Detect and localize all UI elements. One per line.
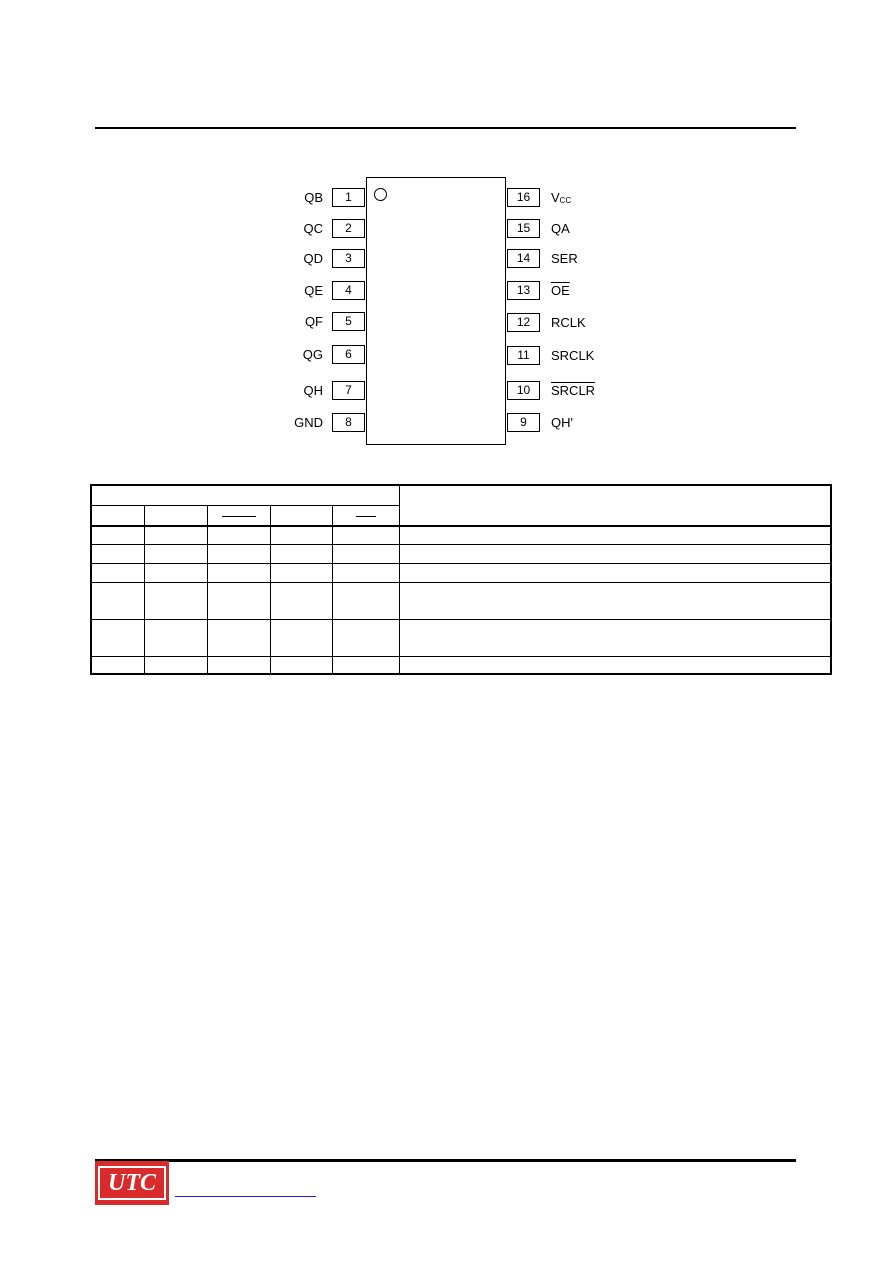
pin-label: QG <box>302 347 323 362</box>
pin-label: SRCLK <box>551 348 595 363</box>
pin-number: 9 <box>507 413 540 432</box>
pin-label: QE <box>304 283 323 298</box>
inputs-header-cell <box>91 485 399 505</box>
pin-label: QA <box>551 221 570 236</box>
pin-number: 3 <box>332 249 365 268</box>
table-row <box>91 526 831 544</box>
header-rule <box>95 127 796 129</box>
pin-number: 11 <box>507 346 540 365</box>
pin-label: QC <box>303 221 323 236</box>
function-table <box>90 484 832 675</box>
pin-number: 10 <box>507 381 540 400</box>
function-header-cell <box>399 485 831 526</box>
table-header-row <box>91 485 831 505</box>
pin1-indicator-icon <box>374 188 387 201</box>
pin-number: 15 <box>507 219 540 238</box>
header-cell-overline <box>207 505 270 526</box>
utc-logo: UTC <box>95 1161 169 1205</box>
header-cell <box>270 505 332 526</box>
pin-number: 16 <box>507 188 540 207</box>
pin-number: 6 <box>332 345 365 364</box>
pin-label: QH' <box>551 415 573 430</box>
pin-label-srclr: SRCLR <box>551 383 596 398</box>
pin-label: RCLK <box>551 315 586 330</box>
table-row <box>91 563 831 582</box>
table-row <box>91 544 831 563</box>
pin-number: 1 <box>332 188 365 207</box>
header-cell <box>91 505 144 526</box>
pin-label: QF <box>304 314 323 329</box>
pin-number: 13 <box>507 281 540 300</box>
pin-number: 5 <box>332 312 365 331</box>
pin-label: SER <box>551 251 578 266</box>
pin-number: 8 <box>332 413 365 432</box>
overline-mark <box>222 516 256 517</box>
header-cell-overline <box>332 505 399 526</box>
table-row <box>91 656 831 674</box>
pin-number: 2 <box>332 219 365 238</box>
overline-mark <box>356 516 376 517</box>
pin-label: QH <box>303 383 323 398</box>
header-cell <box>144 505 207 526</box>
pin-label-oe: $\overline{OE}$ <box>551 283 570 298</box>
table-row <box>91 619 831 656</box>
pin-number: 4 <box>332 281 365 300</box>
pin-label: QB <box>304 190 323 205</box>
pin-number: 14 <box>507 249 540 268</box>
table-row <box>91 582 831 619</box>
pin-label: QD <box>303 251 323 266</box>
footer-rule <box>95 1159 796 1162</box>
website-link-underline[interactable] <box>175 1196 316 1197</box>
chip-body <box>366 177 506 445</box>
pin-number: 12 <box>507 313 540 332</box>
pin-label: GND <box>294 415 323 430</box>
pin-number: 7 <box>332 381 365 400</box>
pin-label-vcc: VCC <box>551 190 572 205</box>
